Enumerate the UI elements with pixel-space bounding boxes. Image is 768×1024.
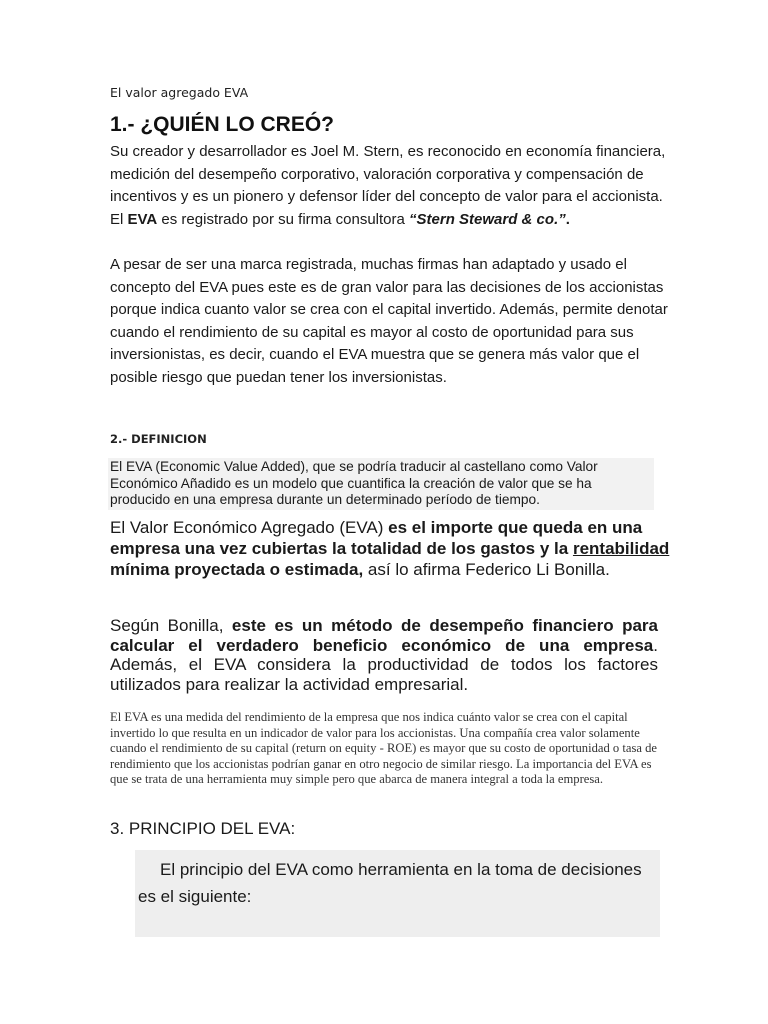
definition-highlight-box: El EVA (Economic Value Added), que se podría traducir al castellano como Valor Económico Añadido es un modelo que cuantifica la creación de valor que se ha producido en una empresa durante un determinado período de tiempo. (108, 458, 654, 510)
document-title: El valor agregado EVA (110, 85, 249, 100)
bonilla-lead: Según Bonilla, (110, 616, 232, 635)
rentabilidad-link[interactable]: rentabilidad (572, 539, 670, 558)
paragraph-creator-text-2: es registrado por su firma consultora (157, 210, 410, 228)
paragraph-bonilla (110, 616, 658, 694)
paragraph-creator-text: Su creador y desarrollador es Joel M. Stern, es reconocido en economía financiera, medición del desempeño corporativo, valoración corporativa y compensación de incentivos y es un pionero y defensor líder del concepto de valor para el accionista. El (110, 143, 666, 228)
paragraph-registered-brand: A pesar de ser una marca registrada, muchas firmas han adaptado y usado el concepto del EVA pues este es de gran valor para las decisiones de los accionistas porque indica cuanto valor se crea con el capital invertido. Además, permite denotar cuando el rendimiento de su capital es mayor al costo de oportunidad para sus inversionistas, es decir, cuando el EVA muestra que se genera más valor que el posible riesgo que puedan tener los inversionistas. (110, 256, 668, 386)
eva-bold: EVA (127, 210, 158, 228)
section-heading-definition: 2.- DEFINICION (110, 432, 207, 446)
definition-tail: así lo afirma Federico Li Bonilla. (363, 560, 610, 579)
paragraph-creator (110, 141, 670, 231)
section-heading-who-created: 1.- ¿QUIÉN LO CREÓ? (110, 113, 335, 136)
bonilla-bold: este es un método de desempeño financiero para calcular el verdadero beneficio económico de una empresa (110, 616, 658, 655)
principle-text-content: El principio del EVA como herramienta en la toma de decisiones es el siguiente: (138, 860, 642, 906)
section-heading-principle: 3. PRINCIPIO DEL EVA: (110, 819, 296, 838)
bonilla-tail: . Además, el EVA considera la productividad de todos los factores utilizados para realizar la actividad empresarial. (110, 635, 658, 694)
definition-bold: es el importe que queda en una empresa una vez cubiertas la totalidad de los gastos y la (110, 518, 643, 558)
paragraph-eva-definition (110, 517, 670, 580)
firm-name: “Stern Steward & co.” (409, 210, 566, 228)
paragraph-eva-measure: El EVA es una medida del rendimiento de la empresa que nos indica cuánto valor se crea con el capital invertido lo que resulta en un indicador de valor para los accionistas. Una compañía crea valor solamente cuando el rendimiento de su capital (return on equity - ROE) es mayor que su costo de oportunidad o tasa de rendimiento que los accionistas podrían ganar en otro negocio de similar riesgo. La importancia del EVA es que se trata de una herramienta muy simple pero que abarca de manera integral a toda la empresa. (110, 710, 657, 787)
period: . (565, 210, 570, 228)
principle-box (135, 850, 660, 937)
principle-text (135, 850, 660, 910)
definition-bold-2: mínima proyectada o estimada, (110, 560, 364, 579)
definition-lead: El Valor Económico Agregado (EVA) (110, 518, 389, 537)
